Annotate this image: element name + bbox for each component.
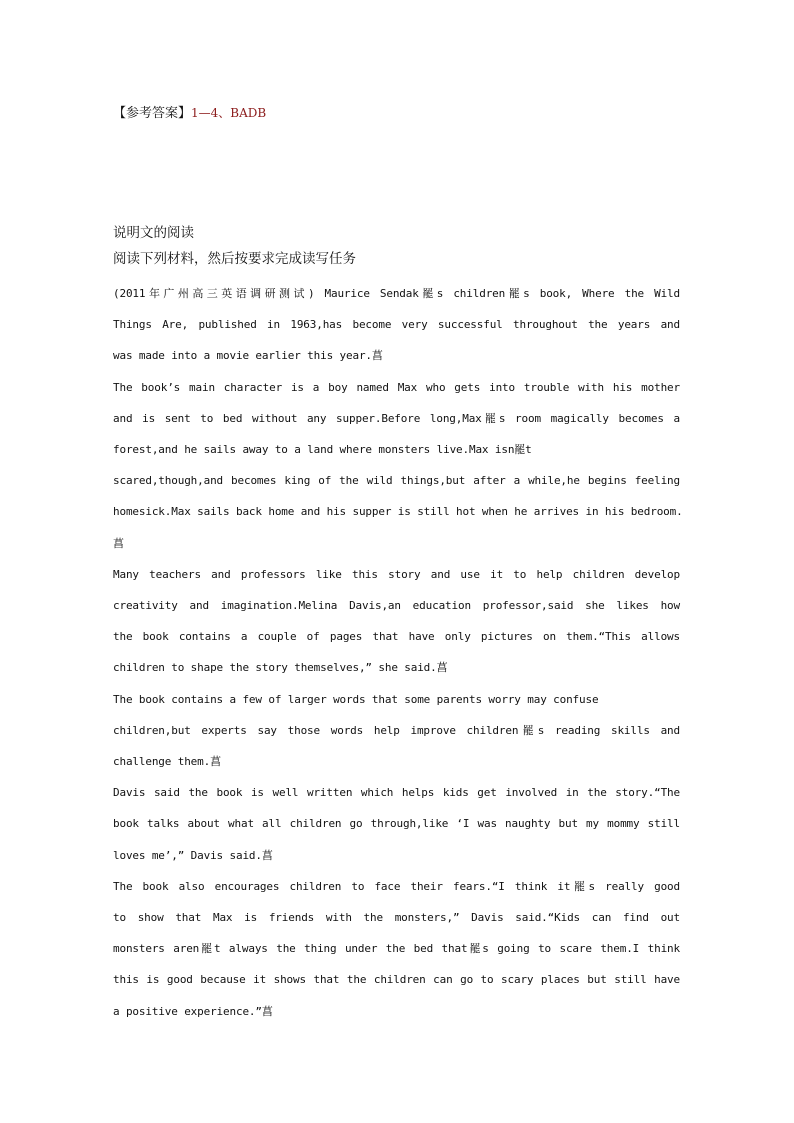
passage-line: a positive experience.”菖 (113, 1004, 273, 1018)
passage-line: and is sent to bed without any supper.Before long,Max罷s room magically becomes a (113, 411, 680, 425)
passage-line: monsters aren罷t always the thing under the bed that罷s going to scare them.I think (113, 942, 680, 956)
passage-line: The book contains a few of larger words that some parents worry may confuse (113, 692, 599, 706)
passage-line: to show that Max is friends with the monsters,” Davis said.“Kids can find out (113, 911, 680, 924)
passage-line: 菖 (113, 536, 124, 550)
passage-line: The book’s main character is a boy named Max who gets into trouble with his mother (113, 380, 680, 394)
passage-line: The book also encourages children to face their fears.“I think it罷s really good (113, 879, 680, 893)
passage-line: challenge them.菖 (113, 755, 221, 768)
task-instruction: 阅读下列材料，然后按要求完成读写任务 (113, 251, 356, 267)
passage-line: Things Are, published in 1963,has become very successful throughout the years and (113, 318, 680, 332)
passage-line: loves me’,” Davis said.菖 (113, 848, 273, 862)
passage-line: homesick.Max sails back home and his supper is still hot when he arrives in his bedroom. (113, 505, 683, 519)
passage-line: was made into a movie earlier this year.菖 (113, 349, 383, 363)
answer-key-value: 1—4、BADB (191, 106, 267, 120)
section-heading: 说明文的阅读 (113, 225, 194, 241)
passage-line: (2011年广州高三英语调研测试) Maurice Sendak罷s children罷s book, Where the Wild (113, 287, 680, 300)
passage-line: children to shape the story themselves,” she said.菖 (113, 661, 448, 675)
answer-key (113, 104, 266, 123)
passage-line: children,but experts say those words help improve children罷s reading skills and (113, 723, 680, 737)
passage-line: this is good because it shows that the children can go to scary places but still have (113, 973, 680, 987)
passage-line: the book contains a couple of pages that have only pictures on them.“This allows (113, 630, 680, 644)
passage-line: Davis said the book is well written which helps kids get involved in the story.“The (113, 786, 680, 800)
answer-key-label: 【参考答案】 (113, 106, 192, 121)
passage-line: Many teachers and professors like this story and use it to help children develop (113, 567, 680, 581)
passage-line: scared,though,and becomes king of the wild things,but after a while,he begins feeling (113, 474, 680, 488)
passage-line: creativity and imagination.Melina Davis,an education professor,said she likes how (113, 599, 680, 612)
passage-line: book talks about what all children go through,like ‘I was naughty but my mommy still (113, 817, 680, 831)
passage-line: forest,and he sails away to a land where monsters live.Max isn罷t (113, 443, 532, 456)
